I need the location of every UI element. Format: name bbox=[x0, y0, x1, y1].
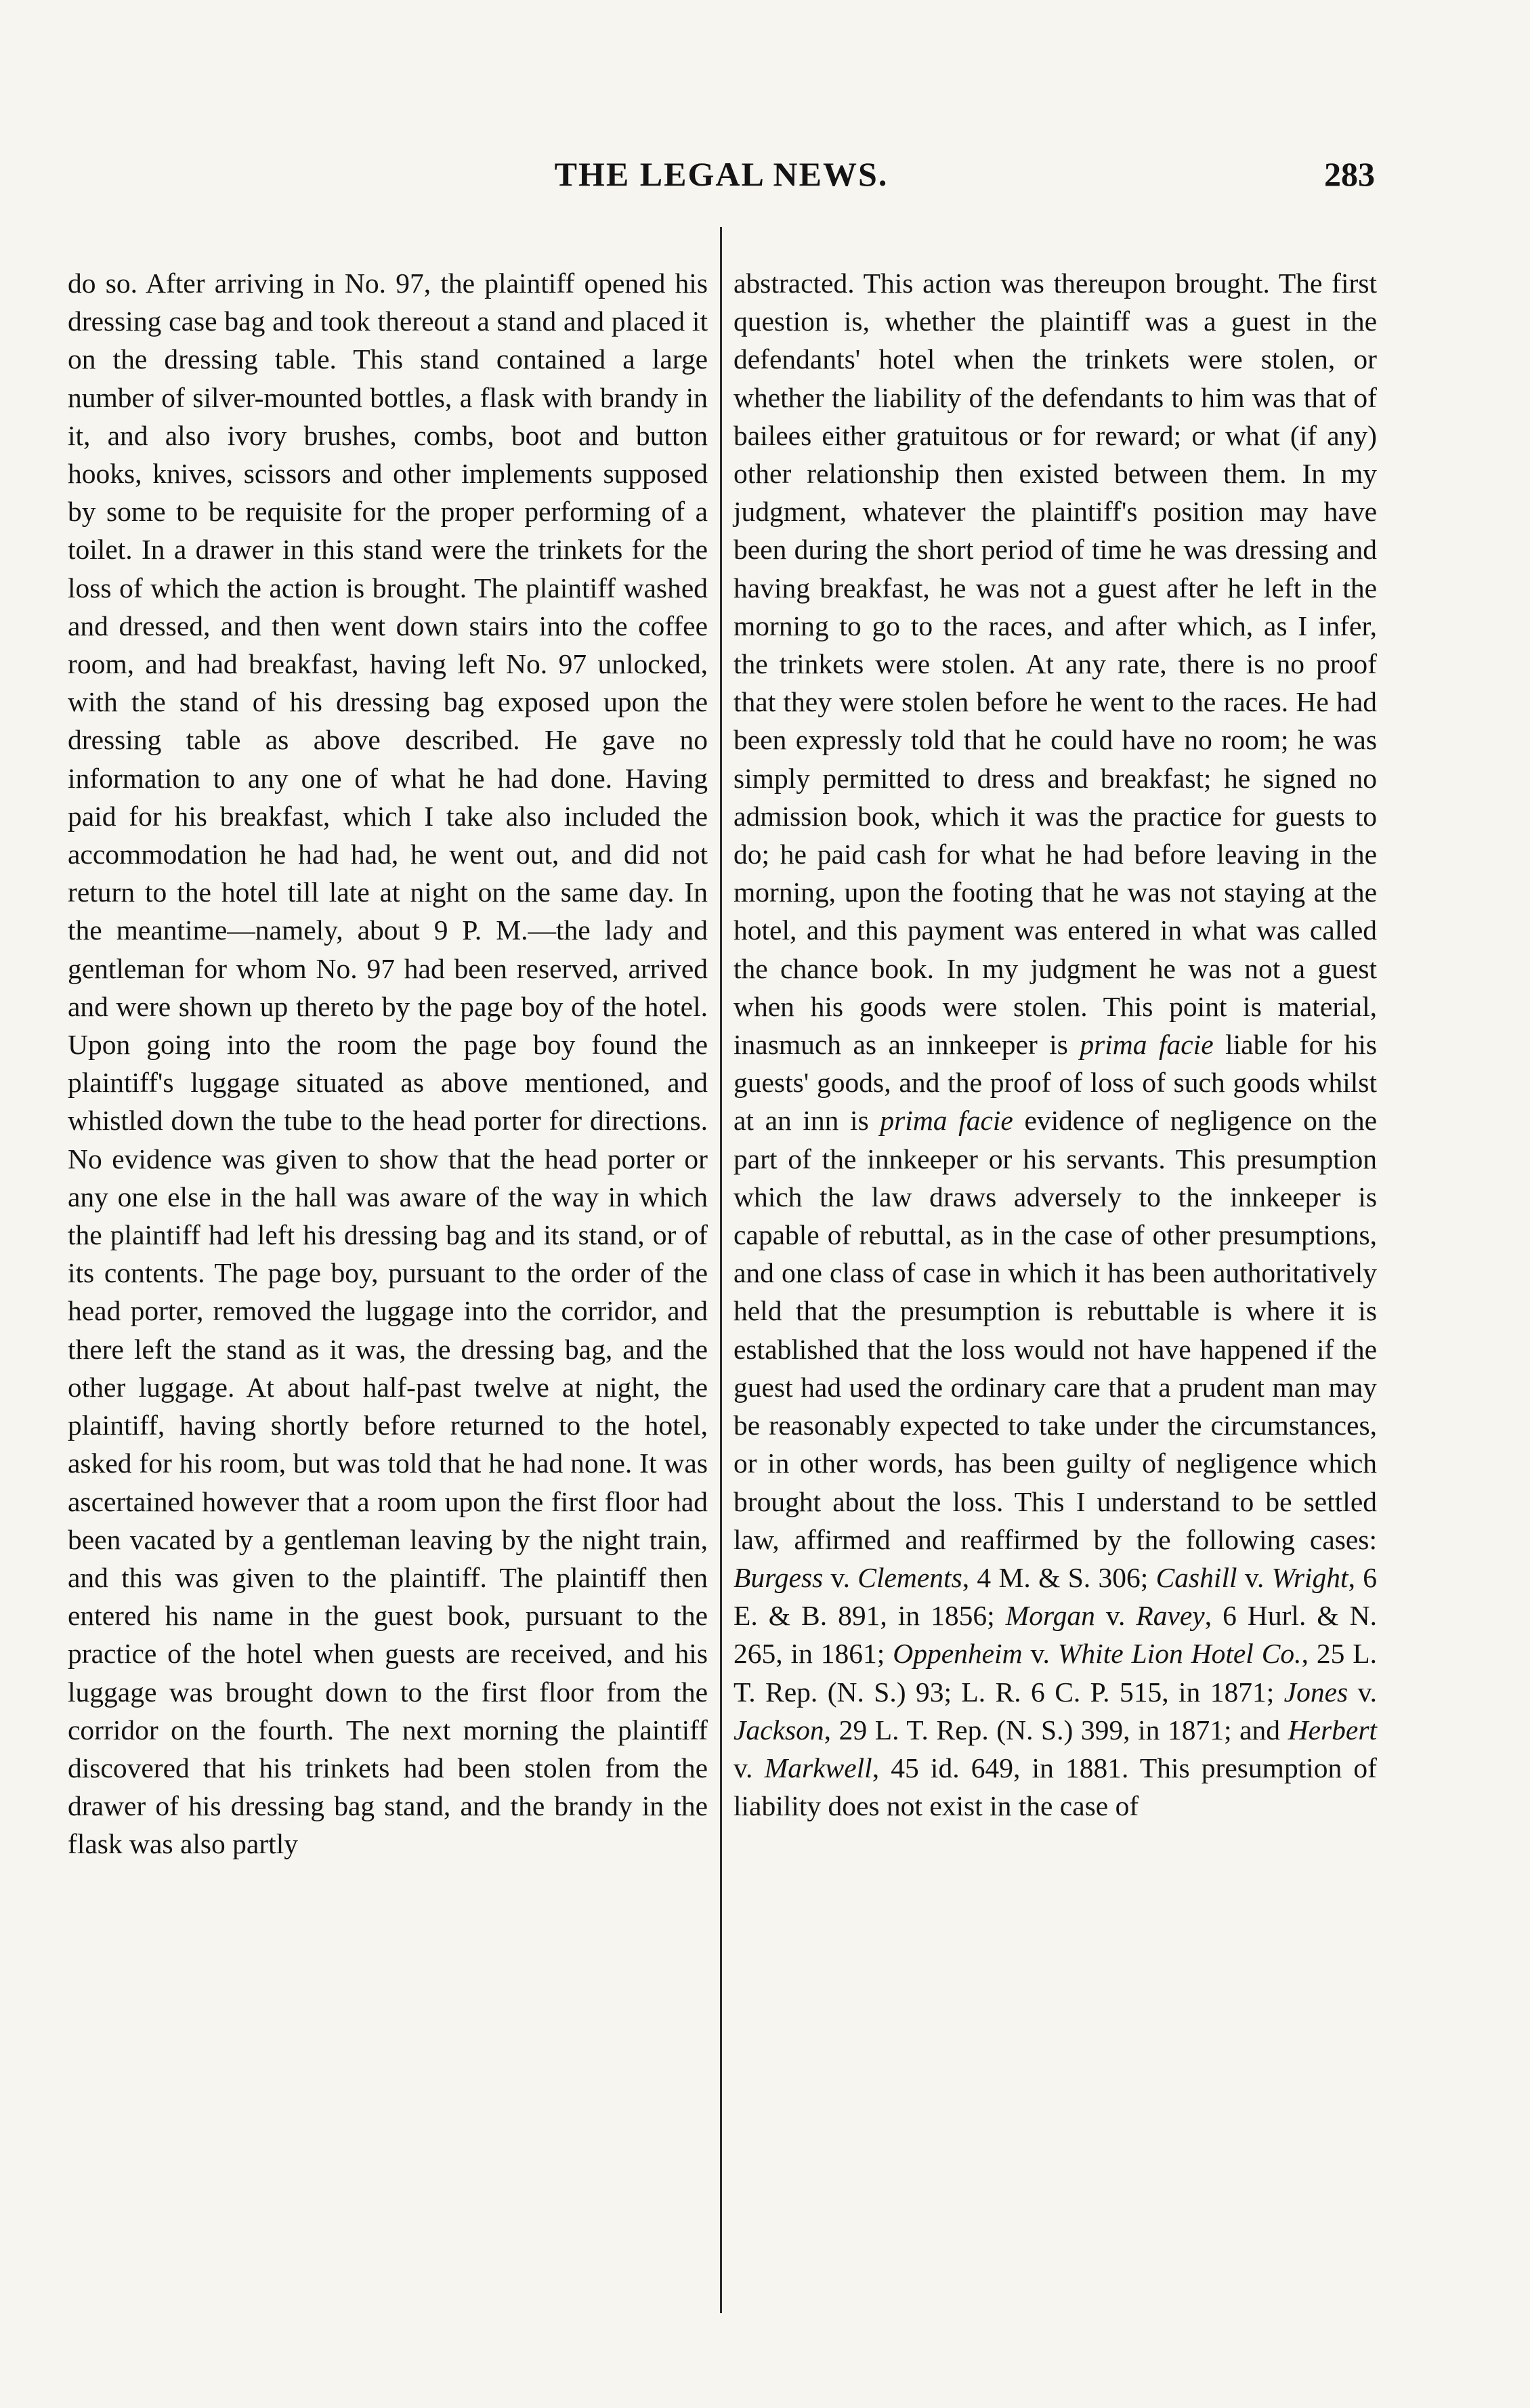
right-column bbox=[734, 264, 1377, 2296]
left-column bbox=[68, 264, 708, 2296]
italic-term: prima facie bbox=[1080, 1029, 1214, 1061]
case-party: Morgan bbox=[1005, 1600, 1095, 1632]
versus: v. bbox=[1030, 1638, 1050, 1670]
case-citation: , 29 L. T. Rep. (N. S.) 399, in 1871; and bbox=[824, 1714, 1281, 1746]
case-party: Clements bbox=[857, 1561, 962, 1593]
text-run: This presumption of liability does not exist in the case of bbox=[734, 1752, 1377, 1822]
right-column-text bbox=[734, 264, 1377, 1825]
versus: v. bbox=[1357, 1676, 1378, 1708]
case-party: Cashill bbox=[1155, 1561, 1237, 1593]
page-number: 283 bbox=[1324, 155, 1375, 193]
case-citation: , 6 E. & B. 891, in 1856; bbox=[734, 1561, 1378, 1632]
column-divider bbox=[720, 227, 722, 2313]
case-party: Jones bbox=[1283, 1676, 1348, 1708]
running-title: THE LEGAL NEWS. bbox=[554, 155, 889, 193]
case-citation: , 25 L. T. Rep. (N. S.) 93; L. R. 6 C. P. 515, in 1871; bbox=[734, 1638, 1378, 1708]
case-party: White Lion Hotel Co. bbox=[1057, 1638, 1302, 1670]
text-run: evidence of negligence on the part of the innkeeper or his servants. This presumption which the law draws adversely to the innkeeper is capable of rebuttal, as in the case of other presumptions, and one class of case in which it has been authoritatively held that the presumption is rebuttable is where it is established that the loss would not have happened if the guest had used the ordinary care that a prudent man may be reasonably expected to take under the circumstances, or in other words, has been guilty of negligence which brought about the loss. This I understand to be settled law, affirmed and reaffirmed by the following cases: bbox=[734, 1105, 1377, 1555]
case-party: Oppenheim bbox=[893, 1638, 1023, 1670]
left-column-text: do so. After arriving in No. 97, the plaintiff opened his dressing case bag and took thereout a stand and placed it on the dressing table. This stand contained a large number of silver-mounted bottles, a flask with brandy in it, and also ivory brushes, combs, boot and button hooks, knives, scissors and other implements supposed by some to be requisite for the proper performing of a toilet. In a drawer in this stand were the trinkets for the loss of which the action is brought. The plaintiff washed and dressed, and then went down stairs into the coffee room, and had breakfast, having left No. 97 unlocked, with the stand of his dressing bag exposed upon the dressing table as above described. He gave no information to any one of what he had done. Having paid for his breakfast, which I take also included the accommodation he had had, he went out, and did not return to the hotel till late at night on the same day. In the meantime—namely, about 9 P. M.—the lady and gentleman for whom No. 97 had been reserved, arrived and were shown up thereto by the page boy of the hotel. Upon going into the room the page boy found the plaintiff's luggage situated as above mentioned, and whistled down the tube to the head porter for directions. No evidence was given to show that the head porter or any one else in the hall was aware of the way in which the plaintiff had left his dressing bag and its stand, or of its contents. The page boy, pursuant to the order of the head porter, removed the luggage into the corridor, and there left the stand as it was, the dressing bag, and the other luggage. At about half-past twelve at night, the plaintiff, having shortly before returned to the hotel, asked for his room, but was told that he had none. It was ascertained however that a room upon the first floor had been vacated by a gentleman leaving by the night train, and this was given to the plaintiff. The plaintiff then entered his name in the guest book, pursuant to the practice of the hotel when guests are received, and his luggage was brought down to the first floor from the corridor on the fourth. The next morning the plaintiff discovered that his trinkets had been stolen from the drawer of his dressing bag stand, and the brandy in the flask was also partly bbox=[68, 268, 708, 1860]
versus: v. bbox=[830, 1561, 850, 1593]
page-header bbox=[68, 154, 1375, 209]
versus: v. bbox=[1105, 1600, 1126, 1632]
italic-term: prima facie bbox=[880, 1105, 1013, 1137]
case-party: Herbert bbox=[1288, 1714, 1378, 1746]
case-party: Wright bbox=[1271, 1561, 1348, 1593]
text-run: abstracted. This action was thereupon brought. The first question is, whether the plaintiff was a guest in the defendants' hotel when the trinkets were stolen, or whether the liability of the defendants to him was that of bailees either gratuitous or for reward; or what (if any) other relationship then existed between them. In my judgment, whatever the plaintiff's position may have been during the short period of time he was dressing and having breakfast, he was not a guest after he left in the morning to go to the races, and after which, as I infer, the trinkets were stolen. At any rate, there is no proof that they were stolen before he went to the races. He had been expressly told that he could have no room; he was simply permitted to dress and breakfast; he signed no admission book, which it was the practice for guests to do; he paid cash for what he had before leaving in the morning, upon the footing that he was not staying at the hotel, and this payment was entered in what was called the chance book. In my judgment he was not a guest when his goods were stolen. This point is material, inasmuch as an innkeeper is bbox=[734, 268, 1377, 1061]
case-citation: , 45 id. 649, in 1881. bbox=[872, 1752, 1129, 1783]
case-citation: , 4 M. & S. 306; bbox=[962, 1561, 1149, 1593]
case-party: Ravey bbox=[1136, 1600, 1205, 1632]
versus: v. bbox=[734, 1752, 753, 1783]
case-party: Markwell bbox=[764, 1752, 872, 1783]
text-run: liable for his guests' goods, and the proof of loss of such goods whilst at an inn is bbox=[734, 1029, 1378, 1137]
case-party: Jackson bbox=[734, 1714, 824, 1746]
versus: v. bbox=[1244, 1561, 1265, 1593]
case-citation: , 6 Hurl. & N. 265, in 1861; bbox=[734, 1600, 1378, 1670]
case-party: Burgess bbox=[734, 1561, 824, 1593]
